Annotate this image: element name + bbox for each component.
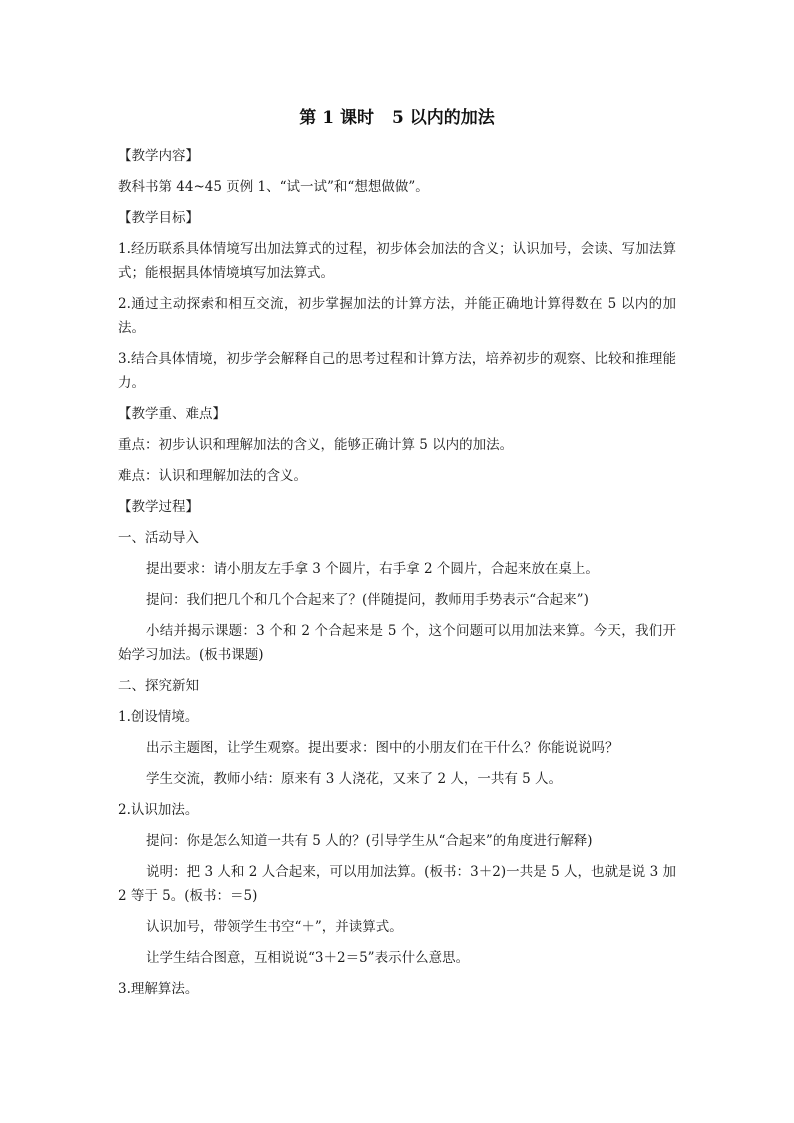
part1-line-1: 提出要求：请小朋友左手拿 3 个圆片，右手拿 2 个圆片，合起来放在桌上。	[146, 561, 599, 577]
goal-item-3: 3.结合具体情境，初步学会解释自己的思考过程和计算方法，培养初步的观察、比较和推理能力。	[118, 351, 676, 391]
step2-line-4: 让学生结合图意，互相说说“3＋2＝5”表示什么意思。	[146, 950, 470, 966]
part2-heading: 二、探究新知	[118, 678, 199, 694]
part1-line-3: 小结并揭示课题：3 个和 2 个合起来是 5 个，这个问题可以用加法来算。今天，我们开始学习加法。(板书课题)	[118, 623, 676, 663]
goal-item-1: 1.经历联系具体情境写出加法算式的过程，初步体会加法的含义；认识加号，会读、写加法算式；能根据具体情境填写加法算式。	[118, 241, 676, 281]
content-text: 教科书第 44~45 页例 1、“试一试”和“想想做做”。	[118, 179, 429, 195]
step2-heading: 2.认识加法。	[118, 802, 199, 818]
content-heading: 【教学内容】	[118, 148, 199, 164]
step1-heading: 1.创设情境。	[118, 709, 199, 725]
key-points-heading: 【教学重、难点】	[118, 406, 226, 422]
part1-line-2: 提问：我们把几个和几个合起来了？(伴随提问，教师用手势表示“合起来”)	[146, 592, 589, 608]
step2-line-3: 认识加号，带领学生书空“＋”，并读算式。	[146, 919, 403, 935]
lesson-title	[118, 104, 676, 132]
document-page	[118, 104, 676, 1008]
step2-line-1: 提问：你是怎么知道一共有 5 人的？(引导学生从“合起来”的角度进行解释)	[146, 833, 593, 849]
key-point-focus: 重点：初步认识和理解加法的含义，能够正确计算 5 以内的加法。	[118, 437, 514, 453]
step1-line-2: 学生交流，教师小结：原来有 3 人浇花，又来了 2 人，一共有 5 人。	[146, 771, 563, 787]
lesson-topic: 5 以内的加法	[391, 108, 495, 128]
step1-line-1: 出示主题图，让学生观察。提出要求：图中的小朋友们在干什么？你能说说吗？	[146, 740, 619, 756]
goals-heading: 【教学目标】	[118, 210, 199, 226]
goal-item-2: 2.通过主动探索和相互交流，初步掌握加法的计算方法，并能正确地计算得数在 5 以内的加法。	[118, 296, 676, 336]
part1-heading: 一、活动导入	[118, 530, 199, 546]
step3-heading: 3.理解算法。	[118, 981, 199, 997]
process-heading: 【教学过程】	[118, 499, 199, 515]
key-point-difficulty: 难点：认识和理解加法的含义。	[118, 468, 307, 484]
lesson-number: 第 1 课时	[299, 108, 374, 128]
step2-line-2: 说明：把 3 人和 2 人合起来，可以用加法算。(板书：3＋2)一共是 5 人，也就是说 3 加 2 等于 5。(板书：＝5)	[118, 864, 676, 904]
